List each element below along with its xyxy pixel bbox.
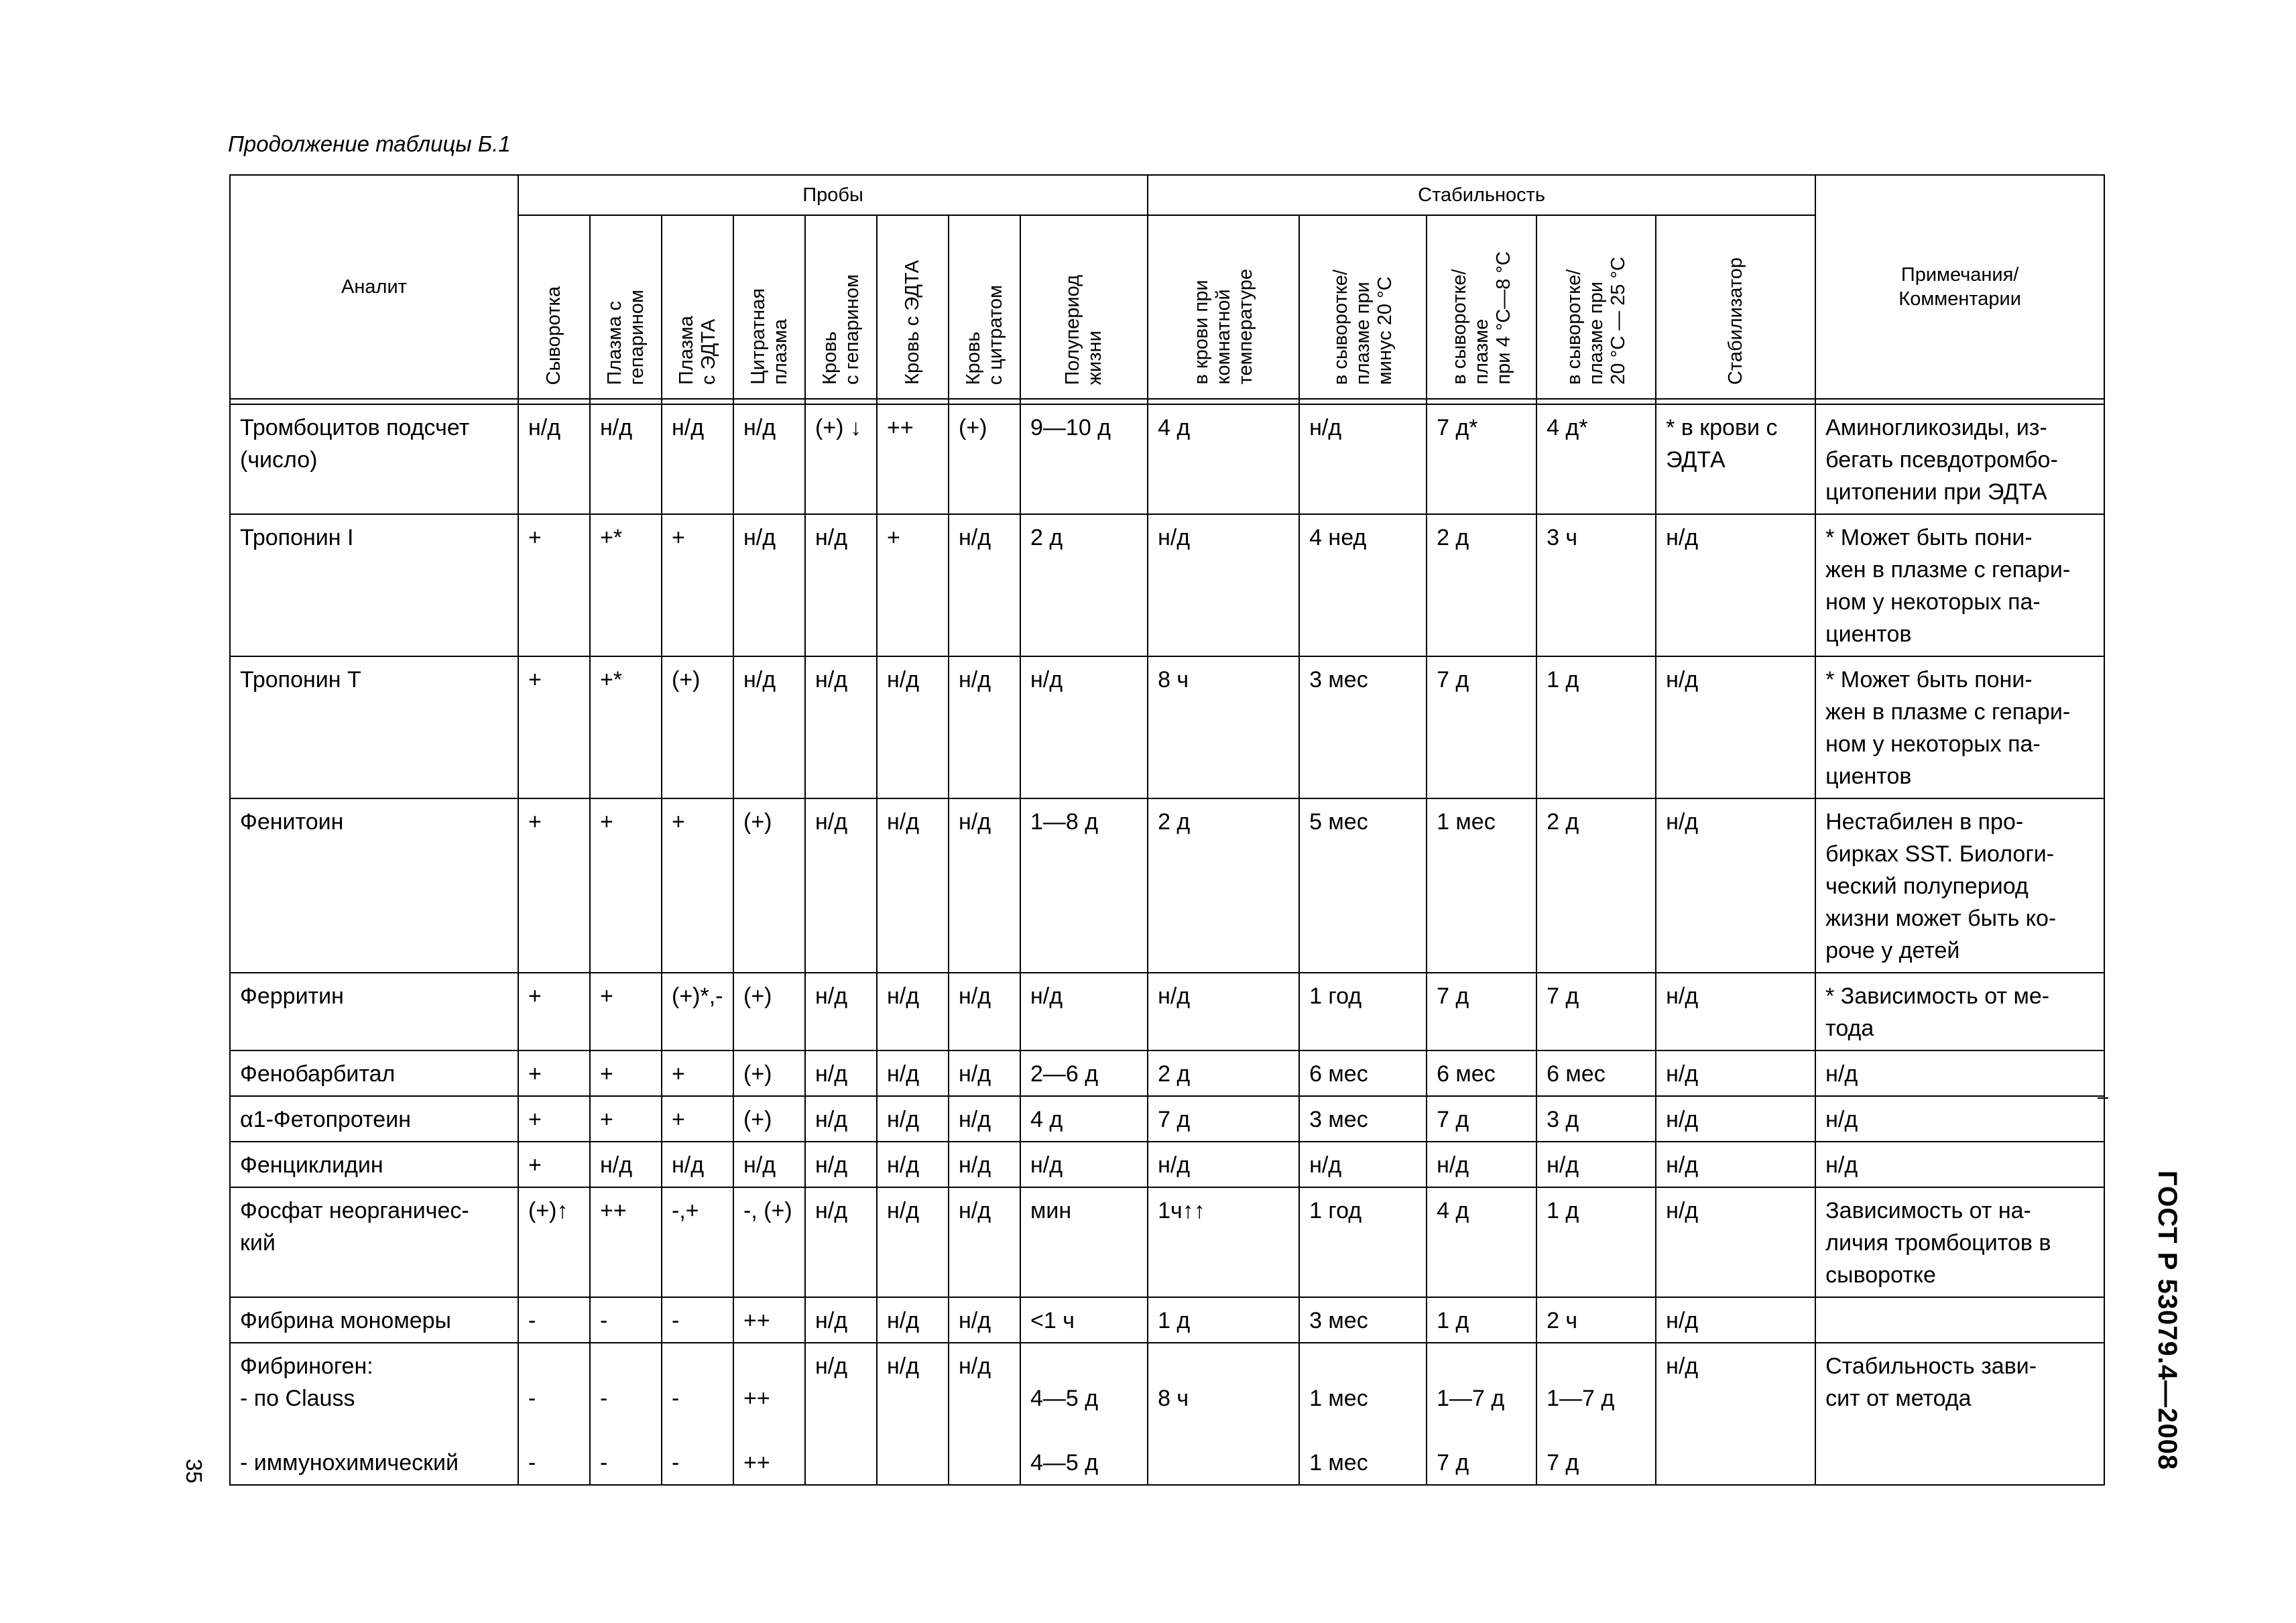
table-row — [230, 656, 2104, 798]
analyte-cell: Тромбоцитов подсчет (число) — [230, 404, 518, 514]
analyte-cell: Фенобарбитал — [230, 1050, 518, 1096]
table-row — [230, 973, 2104, 1050]
value-cell: - - — [662, 1343, 733, 1485]
header-col: в сыворотке/ плазме при минус 20 °С — [1299, 215, 1427, 399]
value-cell: 1 мес 1 мес — [1299, 1343, 1427, 1485]
header-notes: Примечания/ Комментарии — [1815, 175, 2104, 399]
value-cell: н/д — [1020, 1142, 1148, 1187]
table-row — [230, 1050, 2104, 1096]
header-col: Плазма с гепарином — [590, 215, 662, 399]
value-cell: н/д — [949, 1096, 1020, 1142]
value-cell: 2 д — [1020, 514, 1148, 656]
note-cell: н/д — [1815, 1050, 2104, 1096]
value-cell: н/д — [1299, 404, 1427, 514]
value-cell: 7 д — [1427, 973, 1536, 1050]
value-cell: 2 д — [1427, 514, 1536, 656]
value-cell: н/д — [949, 514, 1020, 656]
value-cell: +* — [590, 656, 662, 798]
value-cell: + — [518, 656, 590, 798]
value-cell: + — [590, 973, 662, 1050]
value-cell: н/д — [1656, 1343, 1815, 1485]
value-cell: 2—6 д — [1020, 1050, 1148, 1096]
value-cell: н/д — [1656, 1142, 1815, 1187]
header-col: в сыворотке/ плазме при 20 °С — 25 °С — [1536, 215, 1656, 399]
table-row — [230, 1142, 2104, 1187]
table-caption: Продолжение таблицы Б.1 — [228, 131, 511, 156]
value-cell: 4 д — [1148, 404, 1299, 514]
value-cell: + — [590, 798, 662, 973]
value-cell: + — [662, 798, 733, 973]
value-cell: н/д — [877, 1297, 949, 1343]
value-cell: 6 мес — [1427, 1050, 1536, 1096]
value-cell: 1—7 д 7 д — [1536, 1343, 1656, 1485]
note-cell: н/д — [1815, 1142, 2104, 1187]
analyte-cell: Ферритин — [230, 973, 518, 1050]
value-cell: н/д — [1656, 514, 1815, 656]
value-cell: -, (+) — [733, 1187, 805, 1297]
value-cell: н/д — [1656, 656, 1815, 798]
table-row — [230, 514, 2104, 656]
value-cell: н/д — [805, 1096, 877, 1142]
value-cell: н/д — [1427, 1142, 1536, 1187]
table-row — [230, 1297, 2104, 1343]
value-cell: 3 д — [1536, 1096, 1656, 1142]
value-cell: 4 нед — [1299, 514, 1427, 656]
value-cell: н/д — [1148, 514, 1299, 656]
value-cell: 2 ч — [1536, 1297, 1656, 1343]
value-cell: + — [662, 1096, 733, 1142]
analyte-cell: α1-Фетопротеин — [230, 1096, 518, 1142]
value-cell: + — [590, 1050, 662, 1096]
value-cell: н/д — [805, 798, 877, 973]
value-cell: н/д — [805, 656, 877, 798]
value-cell: 3 мес — [1299, 656, 1427, 798]
value-cell: + — [590, 1096, 662, 1142]
header-col: Цитратная плазма — [733, 215, 805, 399]
value-cell: 3 мес — [1299, 1297, 1427, 1343]
value-cell: 4—5 д 4—5 д — [1020, 1343, 1148, 1485]
value-cell: 1 д — [1536, 656, 1656, 798]
value-cell: н/д — [877, 798, 949, 973]
value-cell: н/д — [1148, 1142, 1299, 1187]
table-row — [230, 1187, 2104, 1297]
value-cell: 5 мес — [1299, 798, 1427, 973]
value-cell: 1 д — [1536, 1187, 1656, 1297]
analyte-stability-table — [229, 174, 2105, 1486]
value-cell: н/д — [949, 1142, 1020, 1187]
value-cell: н/д — [1656, 1297, 1815, 1343]
value-cell: н/д — [733, 514, 805, 656]
value-cell: 4 д* — [1536, 404, 1656, 514]
value-cell: н/д — [1020, 973, 1148, 1050]
value-cell: 8 ч — [1148, 1343, 1299, 1485]
header-col: Кровь с гепарином — [805, 215, 877, 399]
analyte-cell: Фибрина мономеры — [230, 1297, 518, 1343]
value-cell: + — [518, 1142, 590, 1187]
value-cell: 8 ч — [1148, 656, 1299, 798]
value-cell: н/д — [1536, 1142, 1656, 1187]
header-row-groups — [230, 175, 2104, 215]
value-cell: - — [590, 1297, 662, 1343]
note-cell: * Может быть пони- жен в плазме с гепари- ном у некоторых па- циентов — [1815, 514, 2104, 656]
analyte-cell: Тропонин Т — [230, 656, 518, 798]
value-cell: + — [518, 798, 590, 973]
table-row — [230, 404, 2104, 514]
value-cell: ++ — [733, 1297, 805, 1343]
value-cell: н/д — [877, 1142, 949, 1187]
value-cell: - — [662, 1297, 733, 1343]
value-cell: +* — [590, 514, 662, 656]
value-cell: 3 ч — [1536, 514, 1656, 656]
value-cell: н/д — [877, 1050, 949, 1096]
value-cell: н/д — [805, 1050, 877, 1096]
note-cell: Нестабилен в про- бирках SST. Биологи- ческий полупериод жизни может быть ко- роче у детей — [1815, 798, 2104, 973]
header-col: Стабилизатор — [1656, 215, 1815, 399]
value-cell: 7 д — [1536, 973, 1656, 1050]
standard-designation: ГОСТ Р 53079.4—2008 — [2153, 1170, 2182, 1471]
header-analyte: Аналит — [230, 175, 518, 399]
value-cell: н/д — [949, 1343, 1020, 1485]
value-cell: н/д — [733, 1142, 805, 1187]
value-cell: н/д — [949, 656, 1020, 798]
value-cell: + — [518, 1096, 590, 1142]
table-row — [230, 1343, 2104, 1485]
header-separator-row — [230, 399, 2104, 404]
analyte-cell: Фенитоин — [230, 798, 518, 973]
value-cell: н/д — [733, 404, 805, 514]
value-cell: 1ч↑↑ — [1148, 1187, 1299, 1297]
value-cell: -,+ — [662, 1187, 733, 1297]
value-cell: н/д — [949, 1050, 1020, 1096]
value-cell: 1—8 д — [1020, 798, 1148, 973]
value-cell: 1 год — [1299, 1187, 1427, 1297]
value-cell: <1 ч — [1020, 1297, 1148, 1343]
value-cell: 1—7 д 7 д — [1427, 1343, 1536, 1485]
value-cell: ++ — [590, 1187, 662, 1297]
value-cell: ++ — [877, 404, 949, 514]
value-cell: н/д — [877, 1187, 949, 1297]
header-col: Сыворотка — [518, 215, 590, 399]
continuation-rule — [2098, 1097, 2108, 1099]
value-cell: 1 мес — [1427, 798, 1536, 973]
note-cell — [1815, 1297, 2104, 1343]
value-cell: 7 д — [1427, 656, 1536, 798]
header-samples-group: Пробы — [518, 175, 1148, 215]
value-cell: мин — [1020, 1187, 1148, 1297]
header-col: Полупериод жизни — [1020, 215, 1148, 399]
value-cell: н/д — [949, 798, 1020, 973]
analyte-cell: Фосфат неорганичес- кий — [230, 1187, 518, 1297]
value-cell: 1 д — [1148, 1297, 1299, 1343]
header-stability-group: Стабильность — [1148, 175, 1815, 215]
value-cell: н/д — [805, 973, 877, 1050]
value-cell: 3 мес — [1299, 1096, 1427, 1142]
value-cell: (+) — [733, 1050, 805, 1096]
value-cell: 7 д — [1148, 1096, 1299, 1142]
value-cell: (+) — [733, 973, 805, 1050]
value-cell: н/д — [590, 1142, 662, 1187]
value-cell: - - — [518, 1343, 590, 1485]
value-cell: н/д — [1656, 1096, 1815, 1142]
note-cell: н/д — [1815, 1096, 2104, 1142]
value-cell: н/д — [1148, 973, 1299, 1050]
value-cell: н/д — [877, 1096, 949, 1142]
value-cell: + — [877, 514, 949, 656]
value-cell: н/д — [877, 973, 949, 1050]
value-cell: 2 д — [1148, 1050, 1299, 1096]
value-cell: (+)*,- — [662, 973, 733, 1050]
note-cell: Зависимость от на- личия тромбоцитов в сыворотке — [1815, 1187, 2104, 1297]
value-cell: н/д — [1299, 1142, 1427, 1187]
value-cell: * в крови с ЭДТА — [1656, 404, 1815, 514]
value-cell: + — [662, 1050, 733, 1096]
value-cell: + — [662, 514, 733, 656]
value-cell: н/д — [662, 404, 733, 514]
value-cell: 9—10 д — [1020, 404, 1148, 514]
value-cell: н/д — [805, 1187, 877, 1297]
value-cell: + — [518, 514, 590, 656]
note-cell: * Может быть пони- жен в плазме с гепари- ном у некоторых па- циентов — [1815, 656, 2104, 798]
value-cell: 1 год — [1299, 973, 1427, 1050]
value-cell: н/д — [1020, 656, 1148, 798]
value-cell: - — [518, 1297, 590, 1343]
value-cell: н/д — [1656, 973, 1815, 1050]
value-cell: (+) ↓ — [805, 404, 877, 514]
value-cell: н/д — [1656, 1187, 1815, 1297]
value-cell: + — [518, 1050, 590, 1096]
value-cell: 7 д — [1427, 1096, 1536, 1142]
value-cell: н/д — [949, 973, 1020, 1050]
value-cell: 2 д — [1148, 798, 1299, 973]
value-cell: н/д — [949, 1187, 1020, 1297]
value-cell: (+)↑ — [518, 1187, 590, 1297]
value-cell: (+) — [733, 1096, 805, 1142]
header-col: Плазма с ЭДТА — [662, 215, 733, 399]
note-cell: Стабильность зави- сит от метода — [1815, 1343, 2104, 1485]
value-cell: н/д — [733, 656, 805, 798]
value-cell: н/д — [805, 1297, 877, 1343]
header-col: в сыворотке/ плазме при 4 °С—8 °С — [1427, 215, 1536, 399]
analyte-cell: Фибриноген: - по Clauss - иммунохимический — [230, 1343, 518, 1485]
value-cell: 6 мес — [1299, 1050, 1427, 1096]
value-cell: н/д — [1656, 798, 1815, 973]
analyte-cell: Тропонин I — [230, 514, 518, 656]
value-cell: н/д — [949, 1297, 1020, 1343]
value-cell: н/д — [805, 1142, 877, 1187]
value-cell: 6 мес — [1536, 1050, 1656, 1096]
note-cell: Аминогликозиды, из- бегать псевдотромбо- цитопении при ЭДТА — [1815, 404, 2104, 514]
value-cell: (+) — [662, 656, 733, 798]
value-cell: - - — [590, 1343, 662, 1485]
value-cell: 4 д — [1427, 1187, 1536, 1297]
page-number: 35 — [182, 1459, 206, 1484]
value-cell: + — [518, 973, 590, 1050]
header-col: в крови при комнатной температуре — [1148, 215, 1299, 399]
value-cell: (+) — [733, 798, 805, 973]
header-col: Кровь с ЭДТА — [877, 215, 949, 399]
value-cell: 7 д* — [1427, 404, 1536, 514]
table-row — [230, 798, 2104, 973]
value-cell: н/д — [590, 404, 662, 514]
value-cell: н/д — [518, 404, 590, 514]
value-cell: ++ ++ — [733, 1343, 805, 1485]
value-cell: н/д — [805, 1343, 877, 1485]
value-cell: н/д — [877, 1343, 949, 1485]
value-cell: 4 д — [1020, 1096, 1148, 1142]
value-cell: н/д — [805, 514, 877, 656]
value-cell: (+) — [949, 404, 1020, 514]
value-cell: н/д — [877, 656, 949, 798]
header-col: Кровь с цитратом — [949, 215, 1020, 399]
table-row — [230, 1096, 2104, 1142]
analyte-cell: Фенциклидин — [230, 1142, 518, 1187]
value-cell: н/д — [662, 1142, 733, 1187]
note-cell: * Зависимость от ме- тода — [1815, 973, 2104, 1050]
value-cell: 1 д — [1427, 1297, 1536, 1343]
value-cell: 2 д — [1536, 798, 1656, 973]
value-cell: н/д — [1656, 1050, 1815, 1096]
